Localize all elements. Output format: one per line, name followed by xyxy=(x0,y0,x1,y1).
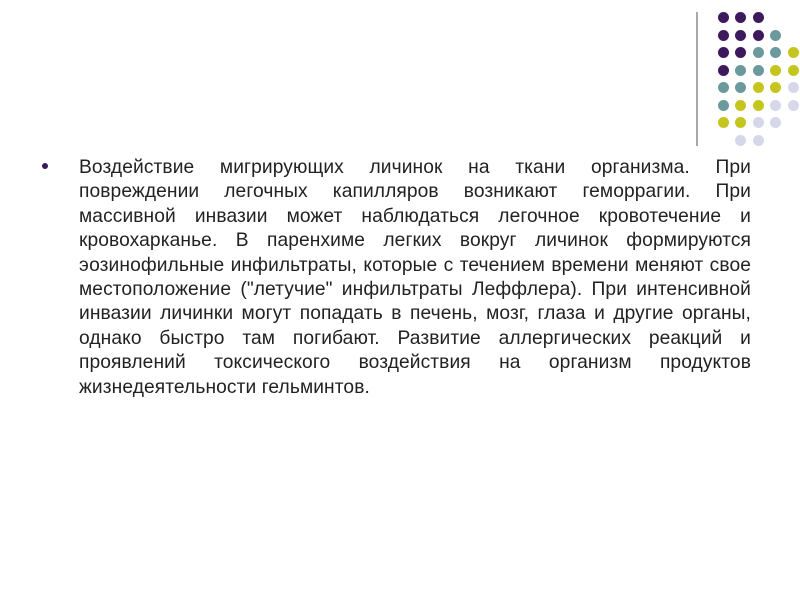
purple-dot xyxy=(718,47,729,58)
yellow-dot xyxy=(753,82,764,93)
lavender-dot xyxy=(770,100,781,111)
bullet-icon xyxy=(42,163,48,169)
teal-dot xyxy=(753,65,764,76)
lavender-dot xyxy=(735,135,746,146)
purple-dot xyxy=(735,30,746,41)
vertical-divider xyxy=(696,12,698,146)
purple-dot xyxy=(753,30,764,41)
yellow-dot xyxy=(770,82,781,93)
lavender-dot xyxy=(753,117,764,128)
yellow-dot xyxy=(718,117,729,128)
yellow-dot xyxy=(770,65,781,76)
teal-dot xyxy=(735,82,746,93)
purple-dot xyxy=(735,12,746,23)
yellow-dot xyxy=(753,100,764,111)
lavender-dot xyxy=(788,100,799,111)
purple-dot xyxy=(718,65,729,76)
yellow-dot xyxy=(788,47,799,58)
teal-dot xyxy=(770,47,781,58)
teal-dot xyxy=(735,65,746,76)
teal-dot xyxy=(718,82,729,93)
purple-dot xyxy=(753,12,764,23)
yellow-dot xyxy=(735,100,746,111)
purple-dot xyxy=(735,47,746,58)
decorative-dot-grid xyxy=(0,0,800,160)
yellow-dot xyxy=(735,117,746,128)
lavender-dot xyxy=(770,117,781,128)
teal-dot xyxy=(770,30,781,41)
purple-dot xyxy=(718,12,729,23)
bullet-text: Воздействие мигрирующих личинок на ткани организма. При повреждении легочных капилляров возникают геморрагии. При массивной инвазии может наблюдаться легочное кровотечение и кровохарканье. В паренхиме легких вокруг личинок формируются эозинофильные инфильтраты, которые с течением времени меняют свое местоположение ("летучие" инфильтраты Леффлера). При интенсивной инвазии личинки могут попадать в печень, мозг, глаза и другие органы, однако быстро там погибают. Развитие аллергических реакций и проявлений токсического воздействия на организм продуктов жизнедеятельности гельминтов. xyxy=(79,157,751,398)
purple-dot xyxy=(718,30,729,41)
teal-dot xyxy=(753,47,764,58)
yellow-dot xyxy=(788,65,799,76)
lavender-dot xyxy=(788,82,799,93)
teal-dot xyxy=(718,100,729,111)
lavender-dot xyxy=(753,135,764,146)
